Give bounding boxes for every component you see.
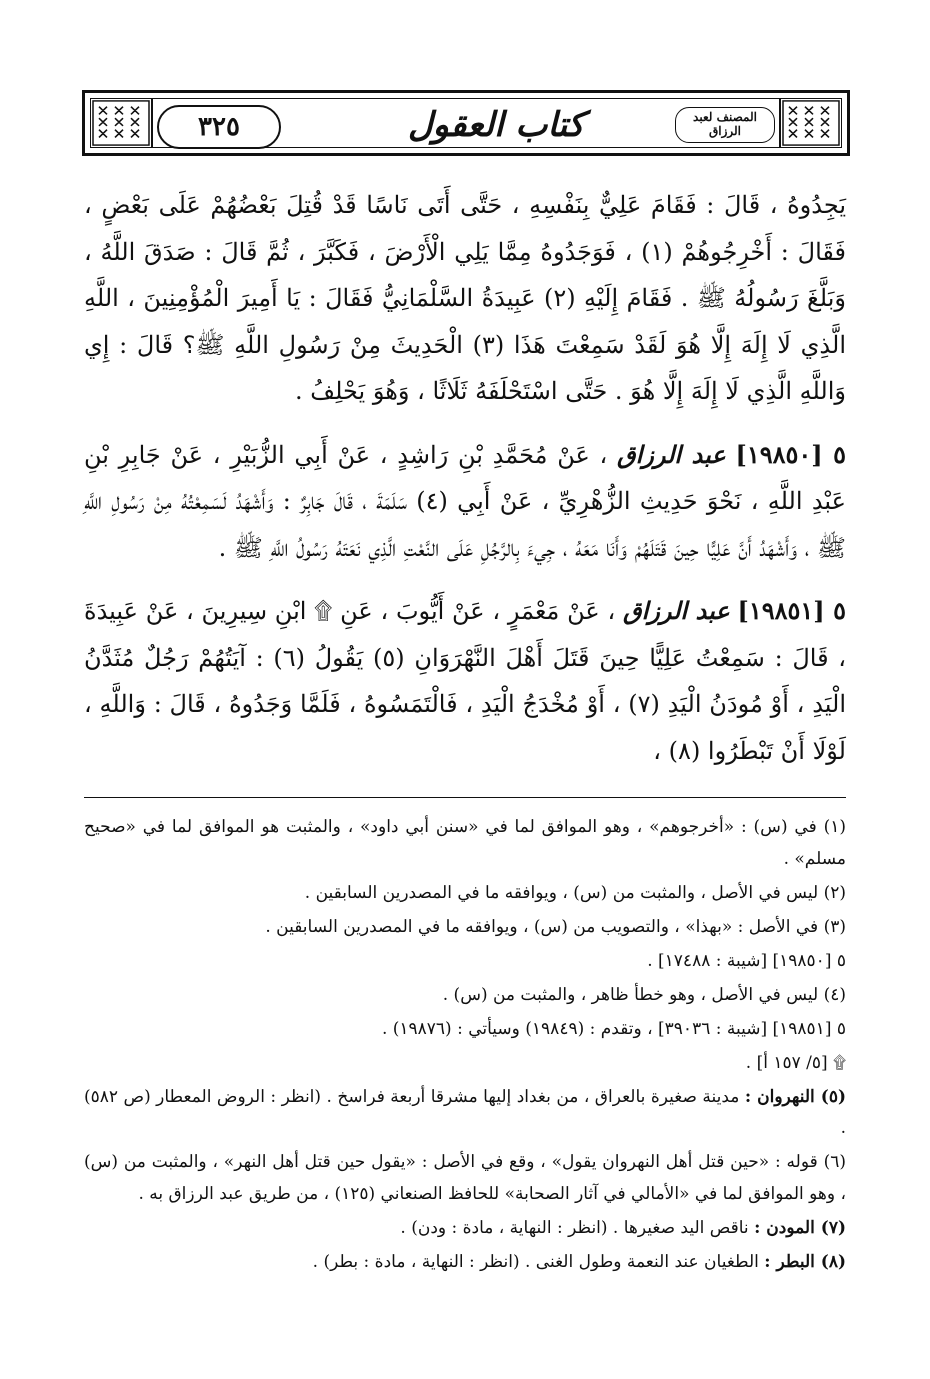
footnote-6-line-1: (٦) قوله : «حين قتل أهل النهروان يقول» ، وقع في الأصل : «يقول حين قتل أهل النهر» ، والمثبت من (س) ، (84, 1152, 846, 1204)
footnote-term: (٨) البطر : (764, 1251, 846, 1272)
footnote-1: (١) في (س) : «أخرجوهم» ، وهو الموافق لما في «سنن أبي داود» ، والمثبت هو الموافق لما في «صحيح مسلم» . (84, 817, 846, 869)
reference-folio: ۩ [٥/ ١٥٧ أ] . (745, 1052, 846, 1073)
hadith-number: ٥ [١٩٨٥٠] (735, 439, 846, 469)
series-badge-label: المصنف لعبد الرزاق (675, 107, 775, 143)
footnote-text: الطغيان عند النعمة وطول الغنى . (انظر : النهاية ، مادة : بطر) . (312, 1251, 759, 1272)
footnote-text: ناقص اليد صغيرها . (انظر : النهاية ، مادة : ودن) . (400, 1217, 749, 1238)
ornament-right-icon (779, 99, 841, 147)
hadith-source: عبد الرزاق (622, 596, 730, 625)
page-header (82, 90, 850, 156)
footnote-7 (84, 1213, 846, 1245)
footnotes (84, 812, 846, 1278)
ornament-left-icon (91, 99, 153, 147)
footnote-6-line-2: وهو الموافق لما في «الأمالي في آثار الصحابة» للحافظ الصنعاني (١٢٥) ، من طريق عبد الرزاق به . (138, 1183, 836, 1204)
page-number: ٣٢٥ (157, 105, 281, 149)
continuation-paragraph: يَجِدُوهُ ، قَالَ : فَقَامَ عَلِيٌّ بِنَفْسِهِ ، حَتَّى أَتَى نَاسًا قَدْ قُتِلَ بَعْضُهُمْ عَلَى بَعْضٍ ، فَقَالَ : أَخْرِجُوهُمْ (١) ، فَوَجَدُوهُ مِمَّا يَلِي الْأَرْضَ ، فَكَبَّرَ ، ثُمَّ قَالَ : صَدَقَ اللَّهُ ، وَبَلَّغَ رَسُولُهُ ﷺ . فَقَامَ إِلَيْهِ (٢) عَبِيدَةُ السَّلْمَانِيُّ فَقَالَ : يَا أَمِيرَ الْمُؤْمِنِينَ ، اللَّهِ الَّذِي لَا إِلَهَ إِلَّا هُوَ لَقَدْ سَمِعْتَ هَذَا (٣) الْحَدِيثَ مِنْ رَسُولِ اللَّهِ ﷺ؟ قَالَ : إِي وَاللَّهِ الَّذِي لَا إِلَهَ إِلَّا هُوَ . حَتَّى اسْتَحْلَفَهُ ثَلَاثًا ، وَهُوَ يَحْلِفُ . (84, 191, 846, 405)
footnote-text: مدينة صغيرة بالعراق ، من بغداد إليها مشرقا أربعة فراسخ . (انظر : الروض المعطار (ص ٥٨٢) . (84, 1086, 846, 1138)
footnote-5 (84, 1082, 846, 1145)
book-title: كتاب العقول (407, 105, 585, 145)
hadith-19850 (84, 432, 846, 572)
footnote-8 (84, 1247, 846, 1279)
main-text (84, 182, 846, 774)
hadith-text: ، عَنْ مُحَمَّدِ بْنِ رَاشِدٍ ، عَنْ أَبِي الزُّبَيْرِ ، عَنْ جَابِرِ بْنِ عَبْدِ اللَّهِ ، نَحْوَ حَدِيثِ الزُّهْرِيِّ ، عَنْ أَبِي (٤) سَلَمَةَ ، قَالَ جَابِرٌ : وَأَشْهَدُ لَسَمِعْتُهُ مِنْ رَسُولِ اللَّهِ ﷺ ، وَأَشْهَدُ أَنَّ عَلِيًّا حِينَ قَتَلَهُمْ وَأَنَا مَعَهُ ، جِيءَ بِالرَّجُلِ عَلَى النَّعْتِ الَّذِي نَعَتَهُ رَسُولُ اللَّهِ ﷺ . (84, 440, 846, 562)
footnote-3: (٣) في الأصل : «بهذا» ، والتصويب من (س) ، ويوافقه ما في المصدرين السابقين . (265, 916, 846, 937)
footnote-6 (84, 1147, 846, 1210)
footnote-term: (٧) المودن : (754, 1217, 846, 1238)
header-frame (90, 98, 842, 148)
footnote-4: (٤) ليس في الأصل ، وهو خطأ ظاهر ، والمثبت من (س) . (442, 984, 846, 1005)
footnote-divider (84, 797, 846, 798)
footnote-2: (٢) ليس في الأصل ، والمثبت من (س) ، ويوافقه ما في المصدرين السابقين . (304, 882, 846, 903)
hadith-19851 (84, 588, 846, 774)
reference-19851: ٥ [١٩٨٥١] [شيبة : ٣٩٠٣٦] ، وتقدم : (١٩٨٤٩) وسيأتي : (١٩٨٧٦) . (381, 1018, 846, 1039)
footnote-term: (٥) النهروان : (744, 1086, 847, 1107)
hadith-source: عبد الرزاق (617, 439, 726, 469)
reference-19850: ٥ [١٩٨٥٠] [شيبة : ١٧٤٨٨] . (647, 950, 846, 971)
hadith-number: ٥ [١٩٨٥١] (737, 596, 846, 625)
hadith-text: ، عَنْ مَعْمَرٍ ، عَنْ أَيُّوبَ ، عَنِ ۩ ابْنِ سِيرِينَ ، عَنْ عَبِيدَةَ ، قَالَ : سَمِعْتُ عَلِيًّا حِينَ قَتَلَ أَهْلَ النَّهْرَوَانِ (٥) يَقُولُ (٦) : آيَتُهُمْ رَجُلٌ مُثَدَّنُ الْيَدِ ، أَوْ مُودَنُ الْيَدِ (٧) ، أَوْ مُخْدَجُ الْيَدِ ، فَالْتَمَسُوهُ ، فَلَمَّا وَجَدُوهُ ، قَالَ : وَاللَّهِ ، لَوْلَا أَنْ تَبْطَرُوا (٨) ، (84, 597, 847, 765)
series-badge (675, 103, 775, 147)
